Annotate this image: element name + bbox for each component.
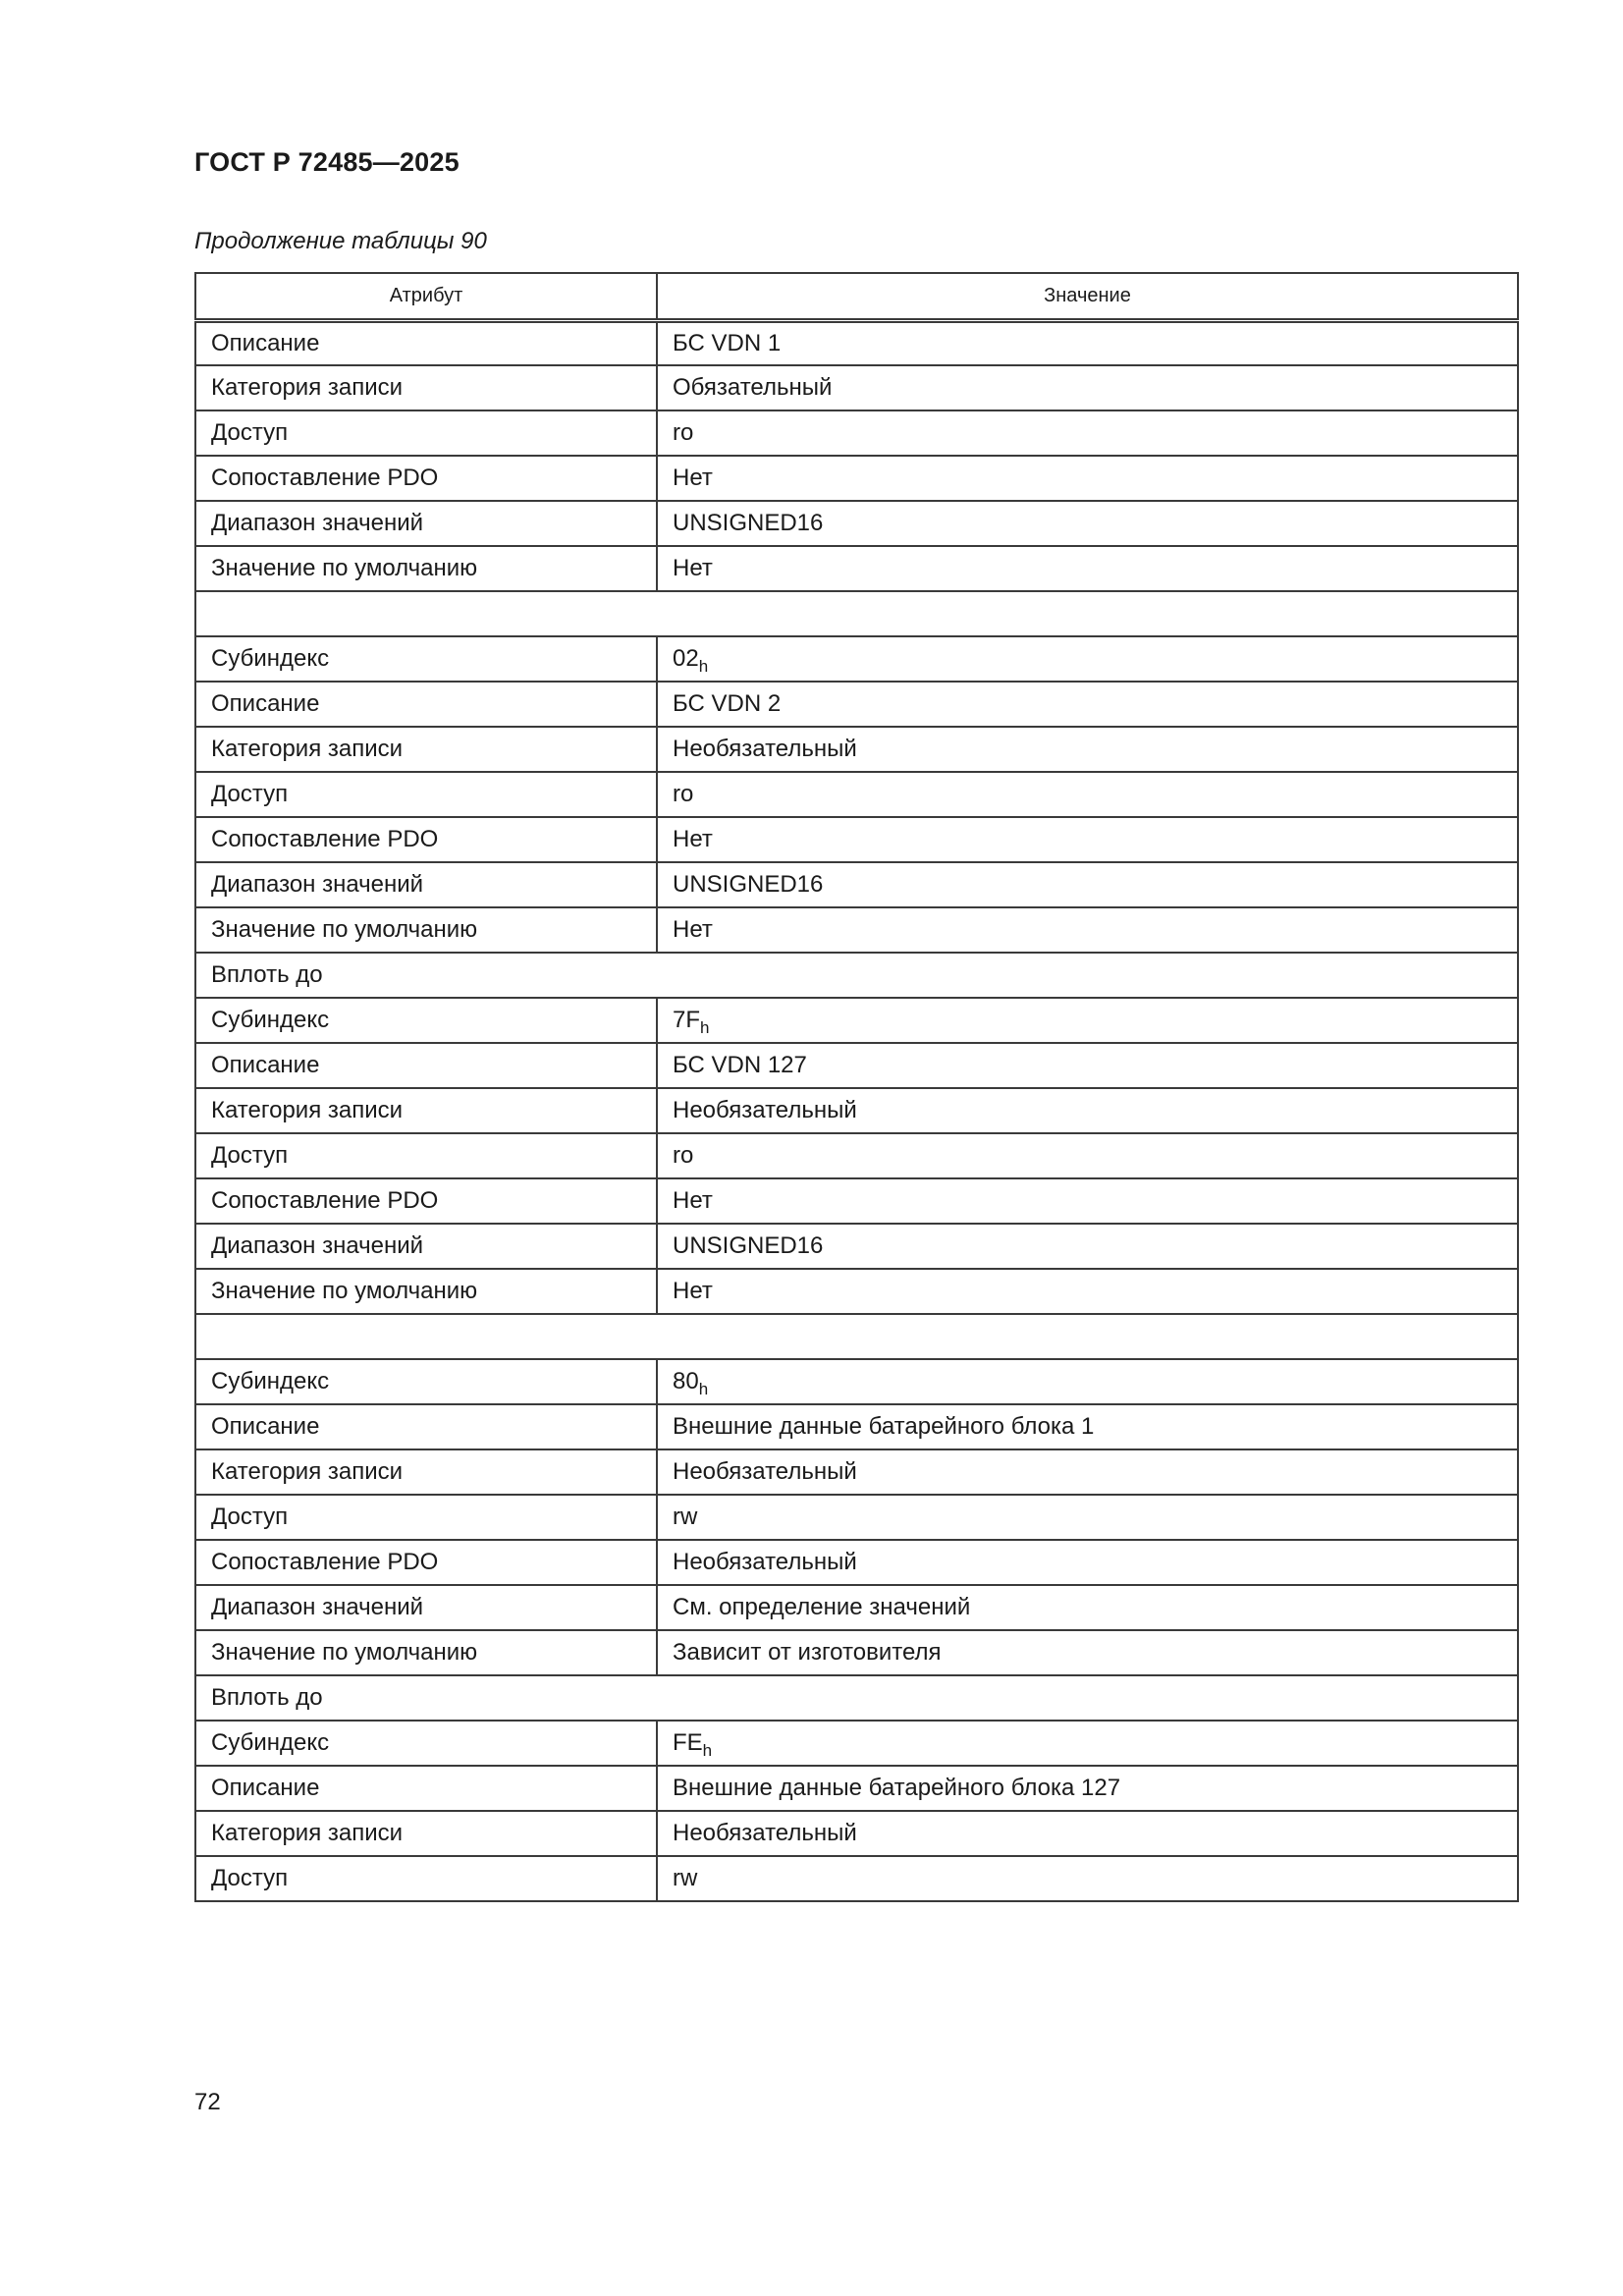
value-cell bbox=[657, 772, 1518, 817]
value-text: UNSIGNED16 bbox=[673, 510, 824, 536]
table-row bbox=[195, 1404, 1518, 1449]
value-cell bbox=[657, 1269, 1518, 1314]
value-text: Необязательный bbox=[673, 1458, 857, 1485]
hex-subscript: h bbox=[702, 1741, 713, 1760]
table-row bbox=[195, 1269, 1518, 1314]
attribute-cell: Доступ bbox=[195, 772, 657, 817]
attribute-cell: Сопоставление PDO bbox=[195, 1540, 657, 1585]
table-row bbox=[195, 953, 1518, 998]
table-row bbox=[195, 1766, 1518, 1811]
attribute-cell: Диапазон значений bbox=[195, 1224, 657, 1269]
attribute-cell: Значение по умолчанию bbox=[195, 907, 657, 953]
value-cell bbox=[657, 1540, 1518, 1585]
value-text: Необязательный bbox=[673, 1097, 857, 1123]
attribute-cell: Доступ bbox=[195, 410, 657, 456]
table-row bbox=[195, 1540, 1518, 1585]
table-row bbox=[195, 501, 1518, 546]
table-row bbox=[195, 410, 1518, 456]
value-cell bbox=[657, 998, 1518, 1043]
value-text: 02 bbox=[673, 645, 699, 672]
range-separator-cell: Вплоть до bbox=[195, 953, 1518, 998]
table-row bbox=[195, 772, 1518, 817]
value-text: UNSIGNED16 bbox=[673, 871, 824, 898]
value-cell bbox=[657, 1811, 1518, 1856]
value-text: ro bbox=[673, 419, 694, 446]
value-text: Внешние данные батарейного блока 127 bbox=[673, 1775, 1121, 1801]
attribute-cell: Сопоставление PDO bbox=[195, 817, 657, 862]
value-cell bbox=[657, 1495, 1518, 1540]
attribute-cell: Сопоставление PDO bbox=[195, 456, 657, 501]
table-row bbox=[195, 1630, 1518, 1675]
attribute-cell: Субиндекс bbox=[195, 998, 657, 1043]
value-cell bbox=[657, 682, 1518, 727]
attribute-cell: Категория записи bbox=[195, 1811, 657, 1856]
attribute-cell: Категория записи bbox=[195, 1088, 657, 1133]
value-text: Нет bbox=[673, 826, 713, 852]
value-text: БС VDN 127 bbox=[673, 1052, 807, 1078]
value-text: UNSIGNED16 bbox=[673, 1232, 824, 1259]
value-cell bbox=[657, 862, 1518, 907]
value-text: Необязательный bbox=[673, 1549, 857, 1575]
empty-separator-cell bbox=[195, 591, 1518, 636]
hex-subscript: h bbox=[698, 1380, 709, 1398]
value-cell bbox=[657, 1856, 1518, 1901]
table-row bbox=[195, 1043, 1518, 1088]
attribute-cell: Субиндекс bbox=[195, 636, 657, 682]
value-text: rw bbox=[673, 1865, 698, 1891]
value-cell bbox=[657, 320, 1518, 365]
table-row bbox=[195, 862, 1518, 907]
value-cell bbox=[657, 1043, 1518, 1088]
value-text: Необязательный bbox=[673, 736, 857, 762]
attribute-cell: Описание bbox=[195, 1404, 657, 1449]
value-cell bbox=[657, 1088, 1518, 1133]
value-text: ro bbox=[673, 1142, 694, 1169]
attribute-cell: Описание bbox=[195, 1766, 657, 1811]
value-cell bbox=[657, 546, 1518, 591]
table-row bbox=[195, 727, 1518, 772]
value-text: БС VDN 1 bbox=[673, 329, 782, 356]
table-row bbox=[195, 1224, 1518, 1269]
value-text: Зависит от изготовителя bbox=[673, 1639, 942, 1666]
attribute-cell: Описание bbox=[195, 682, 657, 727]
value-text: Нет bbox=[673, 916, 713, 943]
value-cell bbox=[657, 456, 1518, 501]
table-row bbox=[195, 546, 1518, 591]
value-cell bbox=[657, 365, 1518, 410]
attributes-table bbox=[194, 272, 1519, 1902]
attribute-cell: Сопоставление PDO bbox=[195, 1178, 657, 1224]
attribute-cell: Субиндекс bbox=[195, 1359, 657, 1404]
column-header-value: Значение bbox=[657, 273, 1518, 320]
value-cell bbox=[657, 1133, 1518, 1178]
attribute-cell: Категория записи bbox=[195, 1449, 657, 1495]
attribute-cell: Диапазон значений bbox=[195, 501, 657, 546]
value-text: rw bbox=[673, 1503, 698, 1530]
table-row bbox=[195, 1088, 1518, 1133]
attribute-cell: Субиндекс bbox=[195, 1721, 657, 1766]
page-number: 72 bbox=[194, 2089, 221, 2115]
table-row bbox=[195, 1133, 1518, 1178]
value-cell bbox=[657, 727, 1518, 772]
value-cell bbox=[657, 907, 1518, 953]
attribute-cell: Доступ bbox=[195, 1856, 657, 1901]
attribute-cell: Значение по умолчанию bbox=[195, 1269, 657, 1314]
value-cell bbox=[657, 1404, 1518, 1449]
document-code: ГОСТ Р 72485—2025 bbox=[194, 147, 460, 177]
table-row bbox=[195, 636, 1518, 682]
value-text: Внешние данные батарейного блока 1 bbox=[673, 1413, 1095, 1440]
table-header-row bbox=[195, 273, 1518, 320]
table-row bbox=[195, 1856, 1518, 1901]
table-row bbox=[195, 456, 1518, 501]
attribute-cell: Диапазон значений bbox=[195, 862, 657, 907]
table-row bbox=[195, 998, 1518, 1043]
table-row bbox=[195, 1178, 1518, 1224]
table-row bbox=[195, 1675, 1518, 1721]
value-cell bbox=[657, 1766, 1518, 1811]
table-caption: Продолжение таблицы 90 bbox=[194, 228, 487, 254]
table-row bbox=[195, 1721, 1518, 1766]
table-row bbox=[195, 1359, 1518, 1404]
value-cell bbox=[657, 1449, 1518, 1495]
value-text: Нет bbox=[673, 1187, 713, 1214]
table-row bbox=[195, 1449, 1518, 1495]
value-text: БС VDN 2 bbox=[673, 690, 782, 717]
value-cell bbox=[657, 1359, 1518, 1404]
table-row bbox=[195, 1585, 1518, 1630]
column-header-attribute: Атрибут bbox=[195, 273, 657, 320]
range-separator-cell: Вплоть до bbox=[195, 1675, 1518, 1721]
table-row bbox=[195, 817, 1518, 862]
value-text: 80 bbox=[673, 1368, 699, 1394]
table-row bbox=[195, 1314, 1518, 1359]
table-row bbox=[195, 1811, 1518, 1856]
table-row bbox=[195, 907, 1518, 953]
value-text: Обязательный bbox=[673, 374, 833, 401]
attribute-cell: Описание bbox=[195, 320, 657, 365]
table-row bbox=[195, 365, 1518, 410]
value-text: Необязательный bbox=[673, 1820, 857, 1846]
value-cell bbox=[657, 1585, 1518, 1630]
value-text: ro bbox=[673, 781, 694, 807]
attribute-cell: Доступ bbox=[195, 1495, 657, 1540]
value-text: FE bbox=[673, 1729, 703, 1756]
hex-subscript: h bbox=[698, 657, 709, 676]
value-cell bbox=[657, 817, 1518, 862]
value-text: Нет bbox=[673, 555, 713, 581]
value-text: Нет bbox=[673, 1278, 713, 1304]
attribute-cell: Категория записи bbox=[195, 365, 657, 410]
value-text: Нет bbox=[673, 465, 713, 491]
attribute-cell: Описание bbox=[195, 1043, 657, 1088]
table-row bbox=[195, 1495, 1518, 1540]
value-cell bbox=[657, 501, 1518, 546]
value-cell bbox=[657, 1721, 1518, 1766]
table-row bbox=[195, 682, 1518, 727]
value-cell bbox=[657, 1630, 1518, 1675]
value-cell bbox=[657, 1178, 1518, 1224]
hex-subscript: h bbox=[700, 1018, 710, 1037]
value-text: См. определение значений bbox=[673, 1594, 971, 1620]
value-text: 7F bbox=[673, 1007, 701, 1033]
value-cell bbox=[657, 1224, 1518, 1269]
attribute-cell: Категория записи bbox=[195, 727, 657, 772]
empty-separator-cell bbox=[195, 1314, 1518, 1359]
attribute-cell: Значение по умолчанию bbox=[195, 1630, 657, 1675]
attribute-cell: Диапазон значений bbox=[195, 1585, 657, 1630]
table-row bbox=[195, 591, 1518, 636]
value-cell bbox=[657, 636, 1518, 682]
value-cell bbox=[657, 410, 1518, 456]
attribute-cell: Значение по умолчанию bbox=[195, 546, 657, 591]
attribute-cell: Доступ bbox=[195, 1133, 657, 1178]
table-body bbox=[195, 320, 1518, 1901]
table-row bbox=[195, 320, 1518, 365]
